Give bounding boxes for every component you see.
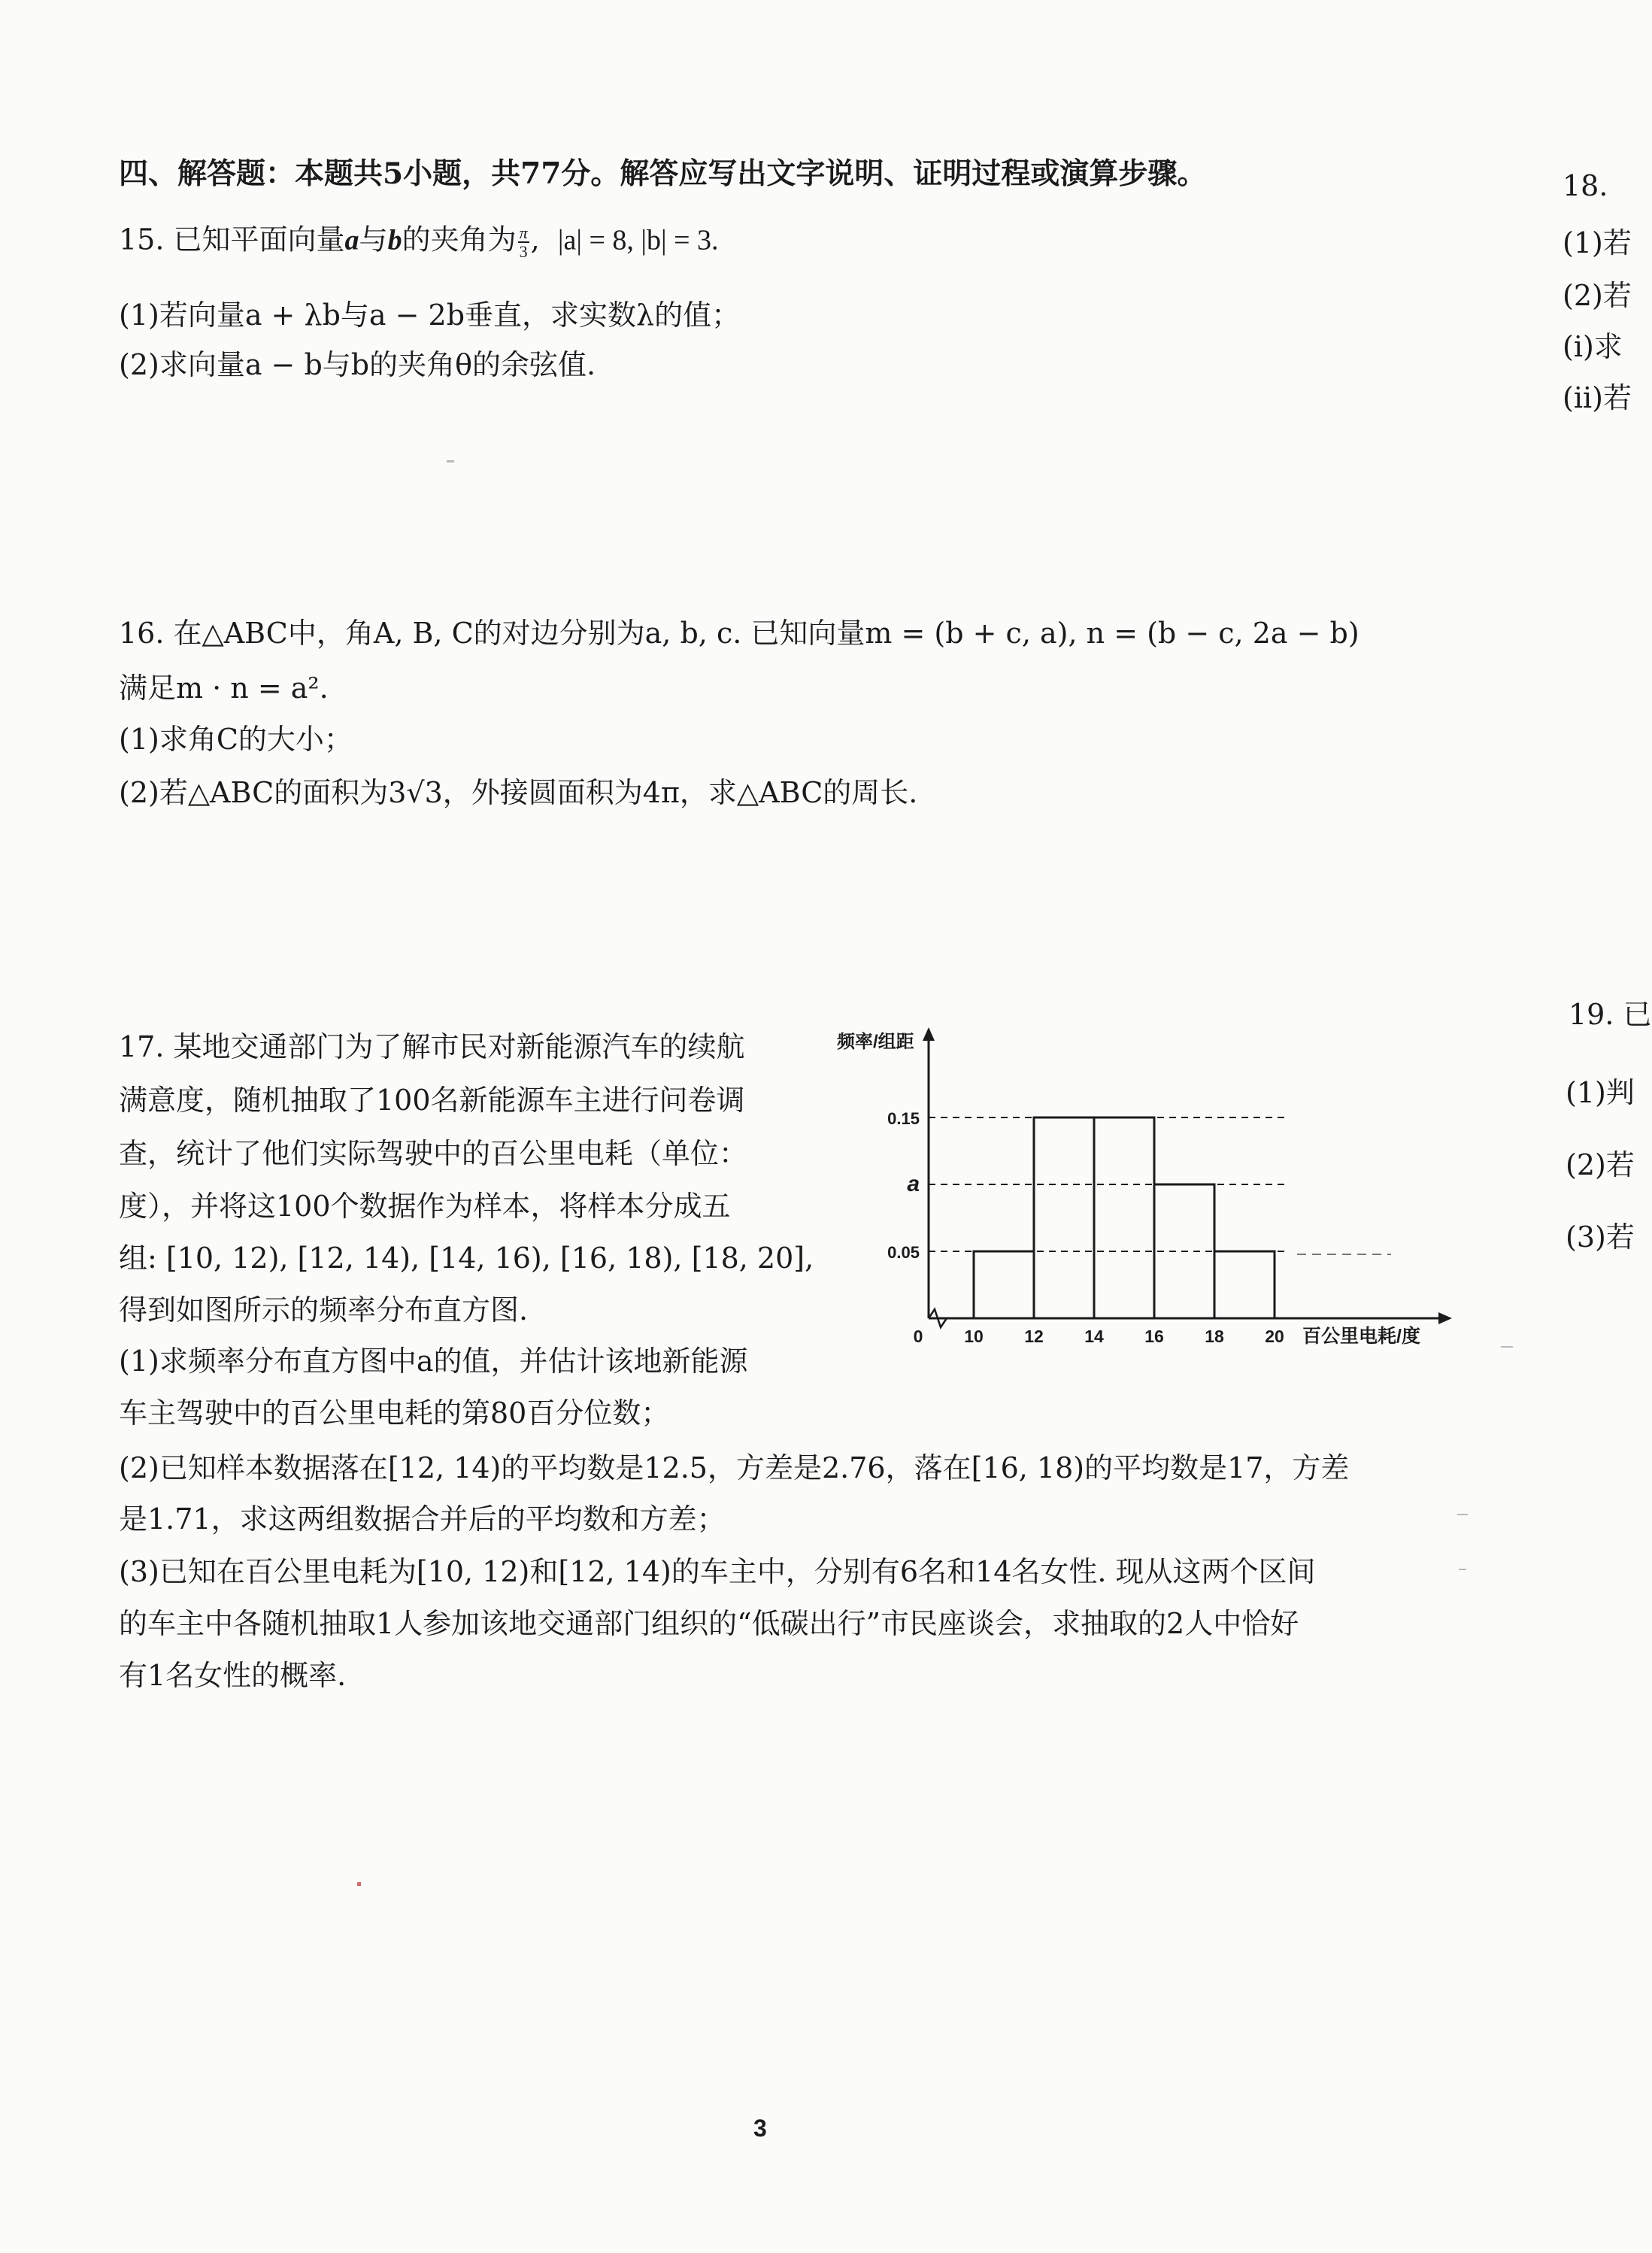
q15-part1: (1)若向量a + λb与a − 2b垂直，求实数λ的值；	[119, 299, 741, 332]
x-tick-label: 10	[964, 1327, 984, 1346]
histogram-bar	[1094, 1117, 1154, 1318]
page-number: 3	[753, 2115, 767, 2142]
q18-item: (i)求	[1563, 330, 1623, 363]
x-tick-label: 20	[1265, 1327, 1284, 1346]
scan-mark	[1457, 1514, 1468, 1515]
q15-part2: (2)求向量a − b与b的夹角θ的余弦值.	[119, 348, 596, 381]
q17-line: 满意度，随机抽取了100名新能源车主进行问卷调	[119, 1084, 745, 1117]
q18-number: 18.	[1563, 169, 1608, 202]
q17-part3-line: 有1名女性的概率.	[119, 1659, 347, 1692]
q18-item: (ii)若	[1563, 381, 1632, 414]
x-tick-label: 16	[1144, 1327, 1164, 1346]
q15-magnitudes: |a| = 8, |b| = 3.	[557, 224, 719, 256]
q15-stem: 15. 已知平面向量a与b的夹角为 $\frac{\pi}{3}$ , |a| = 8, |b| = 3.	[119, 223, 719, 262]
q19-item: (1)判	[1566, 1076, 1635, 1109]
q17-line: 组: [10, 12), [12, 14), [14, 16), [16, 18), [18, 20],	[119, 1242, 814, 1275]
y-tick-label: 0.15	[887, 1109, 920, 1128]
y-axis-label: 频率/组距	[837, 1032, 914, 1052]
q17-line: 度），并将这100个数据作为样本，将样本分成五	[119, 1190, 731, 1223]
x-axis-label: 百公里电耗/度	[1302, 1326, 1420, 1347]
q16-part2: (2)若△ABC的面积为3√3，外接圆面积为4π，求△ABC的周长.	[119, 776, 918, 809]
x-tick-label: 18	[1205, 1327, 1224, 1346]
q17-line: 得到如图所示的频率分布直方图.	[119, 1293, 529, 1327]
q17-line: 17. 某地交通部门为了解市民对新能源汽车的续航	[119, 1030, 745, 1063]
y-tick-label: a	[907, 1172, 920, 1196]
section-title: 四、解答题：本题共5小题，共77分。解答应写出文字说明、证明过程或演算步骤。	[119, 156, 1207, 191]
scan-mark	[1501, 1346, 1513, 1348]
q17-part3-line: (3)已知在百公里电耗为[10, 12)和[12, 14)的车主中，分别有6名和14名女性. 现从这两个区间	[119, 1555, 1316, 1588]
q19-item: (2)若	[1566, 1148, 1635, 1181]
q19-item: (3)若	[1566, 1221, 1635, 1254]
q15-number: 15.	[119, 223, 165, 256]
q16-line2: 满足m · n = a².	[119, 672, 329, 705]
q15-fraction: $\frac{\pi}{3}$	[519, 223, 528, 262]
q15-stem-b: 的夹角为	[402, 223, 517, 256]
q17-part1-line: 车主驾驶中的百公里电耗的第80百分位数；	[119, 1396, 670, 1430]
scan-mark	[447, 460, 454, 462]
q17-part2-line: 是1.71，求这两组数据合并后的平均数和方差；	[119, 1503, 726, 1536]
q18-item: (2)若	[1563, 279, 1632, 312]
scan-mark	[357, 1882, 361, 1886]
q16-part1: (1)求角C的大小；	[119, 723, 353, 756]
q17-part3-line: 的车主中各随机抽取1人参加该地交通部门组织的“低碳出行”市民座谈会，求抽取的2人中恰好	[119, 1607, 1299, 1640]
y-tick-label: 0.05	[887, 1243, 920, 1262]
q19-number: 19. 已	[1569, 998, 1652, 1031]
q16-line1: 16. 在△ABC中，角A, B, C的对边分别为a, b, c. 已知向量m = (b + c, a), n = (b − c, 2a − b)	[119, 617, 1359, 650]
x-tick-label: 0	[913, 1327, 923, 1346]
histogram-bar	[1034, 1117, 1094, 1318]
q18-item: (1)若	[1563, 226, 1632, 259]
frequency-histogram	[823, 1023, 1455, 1346]
q17-part1-line: (1)求频率分布直方图中a的值，并估计该地新能源	[119, 1345, 748, 1378]
x-tick-label: 12	[1024, 1327, 1044, 1346]
x-tick-label: 14	[1084, 1327, 1104, 1346]
y-axis-arrow	[923, 1027, 935, 1041]
scan-mark	[1459, 1569, 1466, 1570]
q17-line: 查，统计了他们实际驾驶中的百公里电耗（单位：	[119, 1137, 748, 1170]
histogram-bar	[974, 1251, 1034, 1318]
q17-part2-line: (2)已知样本数据落在[12, 14)的平均数是12.5，方差是2.76，落在[16, 18)的平均数是17，方差	[119, 1451, 1350, 1484]
x-axis-arrow	[1438, 1312, 1452, 1324]
histogram-bar	[1214, 1251, 1275, 1318]
q15-stem-a: 已知平面向量	[173, 223, 345, 256]
